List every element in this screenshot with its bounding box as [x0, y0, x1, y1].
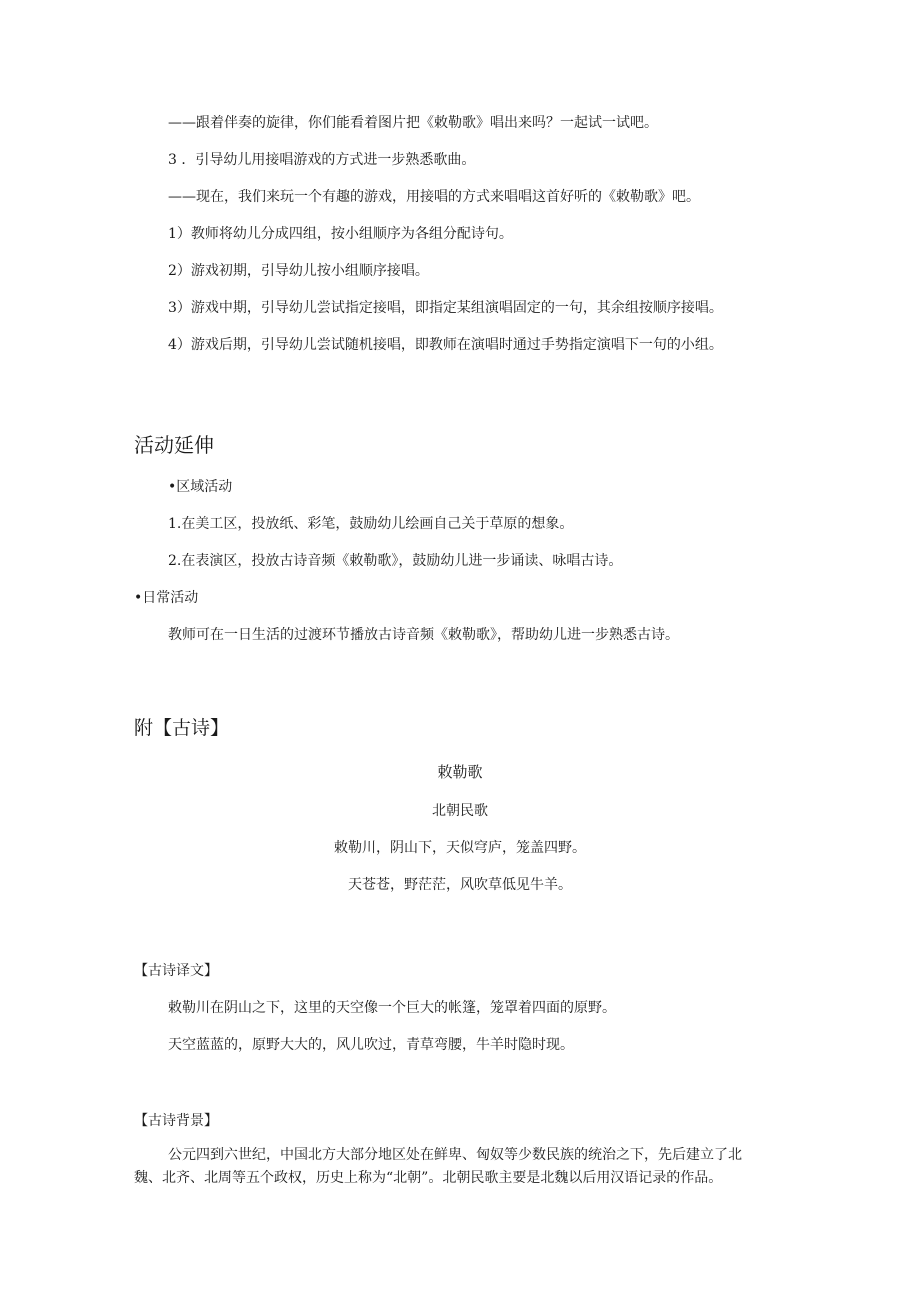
list-item: 1.在美工区，投放纸、彩笔，鼓励幼儿绘画自己关于草原的想象。 [168, 516, 574, 532]
step-3-title: 3 ．引导幼儿用接唱游戏的方式进一步熟悉歌曲。 [168, 152, 476, 168]
list-item: 1）教师将幼儿分成四组，按小组顺序为各组分配诗句。 [168, 226, 513, 242]
list-item: 4）游戏后期，引导幼儿尝试随机接唱，即教师在演唱时通过手势指定演唱下一句的小组。 [168, 337, 723, 353]
poem-line: 天苍苍，野茫茫，风吹草低见牛羊。 [348, 877, 572, 893]
translation-line: 天空蓝蓝的，原野大大的，风儿吹过，青草弯腰，牛羊时隐时现。 [168, 1037, 574, 1053]
list-item: 2）游戏初期，引导幼儿按小组顺序接唱。 [168, 263, 429, 279]
translation-label: 【古诗译文】 [134, 963, 218, 979]
area-activity-label: •区域活动 [168, 479, 233, 495]
extension-heading: 活动延伸 [134, 433, 214, 457]
background-line: 魏、北齐、北周等五个政权，历史上称为“北朝”。北朝民歌主要是北魏以后用汉语记录的作品。 [134, 1170, 723, 1186]
background-line: 公元四到六世纪，中国北方大部分地区处在鲜卑、匈奴等少数民族的统治之下，先后建立了北 [168, 1147, 742, 1163]
list-item: 2.在表演区，投放古诗音频《敕勒歌》，鼓励幼儿进一步诵读、咏唱古诗。 [168, 553, 623, 569]
poem-author: 北朝民歌 [432, 803, 488, 819]
daily-activity-label: •日常活动 [134, 590, 199, 606]
translation-line: 敕勒川在阴山之下，这里的天空像一个巨大的帐篷，笼罩着四面的原野。 [168, 1000, 616, 1016]
intro-line: ——跟着伴奏的旋律，你们能看着图片把《敕勒歌》唱出来吗？一起试一试吧。 [168, 115, 658, 131]
daily-activity-text: 教师可在一日生活的过渡环节播放古诗音频《敕勒歌》，帮助幼儿进一步熟悉古诗。 [168, 627, 679, 643]
list-item: 3）游戏中期，引导幼儿尝试指定接唱，即指定某组演唱固定的一句，其余组按顺序接唱。 [168, 300, 723, 316]
step-3-intro: ——现在，我们来玩一个有趣的游戏，用接唱的方式来唱唱这首好听的《敕勒歌》吧。 [168, 189, 700, 205]
poem-line: 敕勒川，阴山下，天似穹庐，笼盖四野。 [334, 840, 586, 856]
appendix-heading: 附【古诗】 [134, 717, 230, 739]
background-label: 【古诗背景】 [134, 1113, 218, 1129]
poem-title: 敕勒歌 [437, 763, 483, 781]
